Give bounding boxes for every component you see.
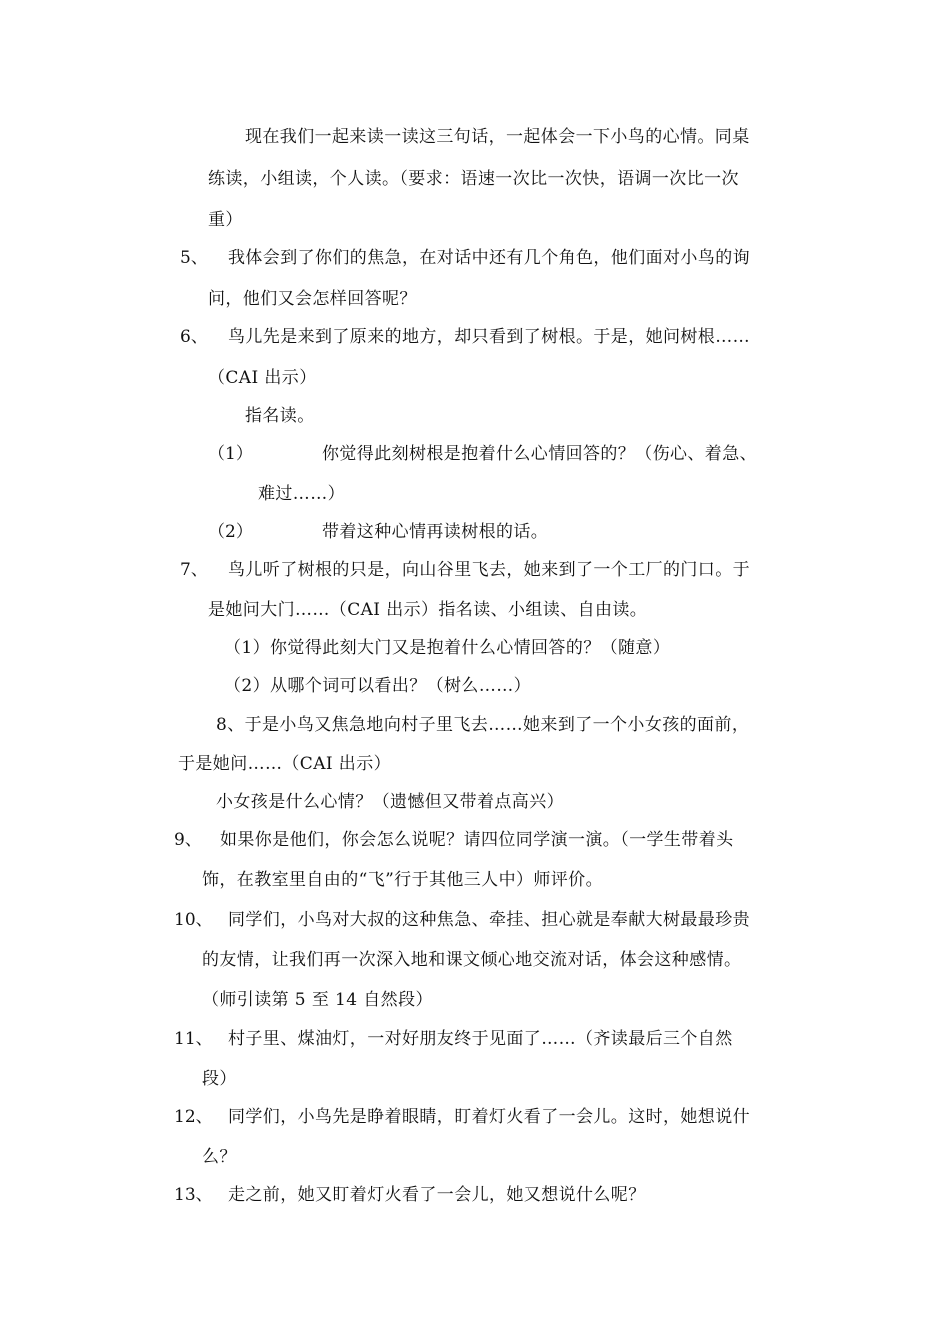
item-9-line-2: 饰，在教室里自由的“飞”行于其他三人中）师评价。: [202, 870, 603, 890]
item-6-line-3: 指名读。: [245, 406, 315, 426]
item-6-line-1: 鸟儿先是来到了原来的地方，却只看到了树根。于是，她问树根……: [228, 327, 750, 347]
item-6-number: 6、: [180, 327, 208, 347]
item-7-sub-1: （1）你觉得此刻大门又是抱着什么心情回答的？（随意）: [224, 638, 671, 658]
intro-line-2: 练读，小组读，个人读。（要求：语速一次比一次快，语调一次比一次: [208, 169, 739, 189]
item-6-line-2: （CAI 出示）: [208, 368, 317, 388]
item-11-line-2: 段）: [202, 1069, 237, 1089]
item-9-line-1: 如果你是他们，你会怎么说呢？请四位同学演一演。（一学生带着头: [220, 830, 734, 850]
item-8-line-1: 8、于是小鸟又焦急地向村子里飞去……她来到了一个小女孩的面前，: [216, 715, 750, 735]
item-5-line-2: 问，他们又会怎样回答呢？: [208, 289, 417, 309]
item-13-line-1: 走之前，她又盯着灯火看了一会儿，她又想说什么呢？: [228, 1185, 646, 1205]
item-10-line-3: （师引读第 5 至 14 自然段）: [202, 990, 433, 1010]
item-12-line-2: 么？: [202, 1147, 237, 1167]
item-6-sub-1-line-1: 你觉得此刻树根是抱着什么心情回答的？（伤心、着急、: [322, 444, 757, 464]
item-6-sub-2-number: （2）: [208, 522, 253, 542]
item-5-number: 5、: [180, 248, 208, 268]
item-10-line-2: 的友情，让我们再一次深入地和课文倾心地交流对话，体会这种感情。: [202, 950, 742, 970]
item-6-sub-1-line-2: 难过……）: [258, 484, 345, 504]
item-6-sub-1-number: （1）: [208, 444, 253, 464]
item-12-line-1: 同学们，小鸟先是睁着眼睛，盯着灯火看了一会儿。这时，她想说什: [228, 1107, 750, 1127]
item-7-sub-2: （2）从哪个词可以看出？（树么……）: [224, 676, 532, 696]
item-8-line-3: 小女孩是什么心情？（遗憾但又带着点高兴）: [216, 792, 564, 812]
item-11-line-1: 村子里、煤油灯，一对好朋友终于见面了……（齐读最后三个自然: [228, 1029, 733, 1049]
item-10-number: 10、: [174, 910, 213, 930]
item-11-number: 11、: [174, 1029, 213, 1049]
item-5-line-1: 我体会到了你们的焦急，在对话中还有几个角色，他们面对小鸟的询: [228, 248, 750, 268]
intro-line-1: 现在我们一起来读一读这三句话，一起体会一下小鸟的心情。同桌: [245, 127, 750, 147]
item-7-line-1: 鸟儿听了树根的只是，向山谷里飞去，她来到了一个工厂的门口。于: [228, 560, 750, 580]
item-6-sub-2-line-1: 带着这种心情再读树根的话。: [322, 522, 549, 542]
item-8-line-2: 于是她问……（CAI 出示）: [178, 754, 392, 774]
intro-line-3: 重）: [208, 210, 243, 230]
item-12-number: 12、: [174, 1107, 213, 1127]
item-7-line-2: 是她问大门……（CAI 出示）指名读、小组读、自由读。: [208, 600, 648, 620]
item-9-number: 9、: [174, 830, 202, 850]
item-13-number: 13、: [174, 1185, 213, 1205]
item-10-line-1: 同学们，小鸟对大叔的这种焦急、牵挂、担心就是奉献大树最最珍贵: [228, 910, 750, 930]
item-7-number: 7、: [180, 560, 208, 580]
